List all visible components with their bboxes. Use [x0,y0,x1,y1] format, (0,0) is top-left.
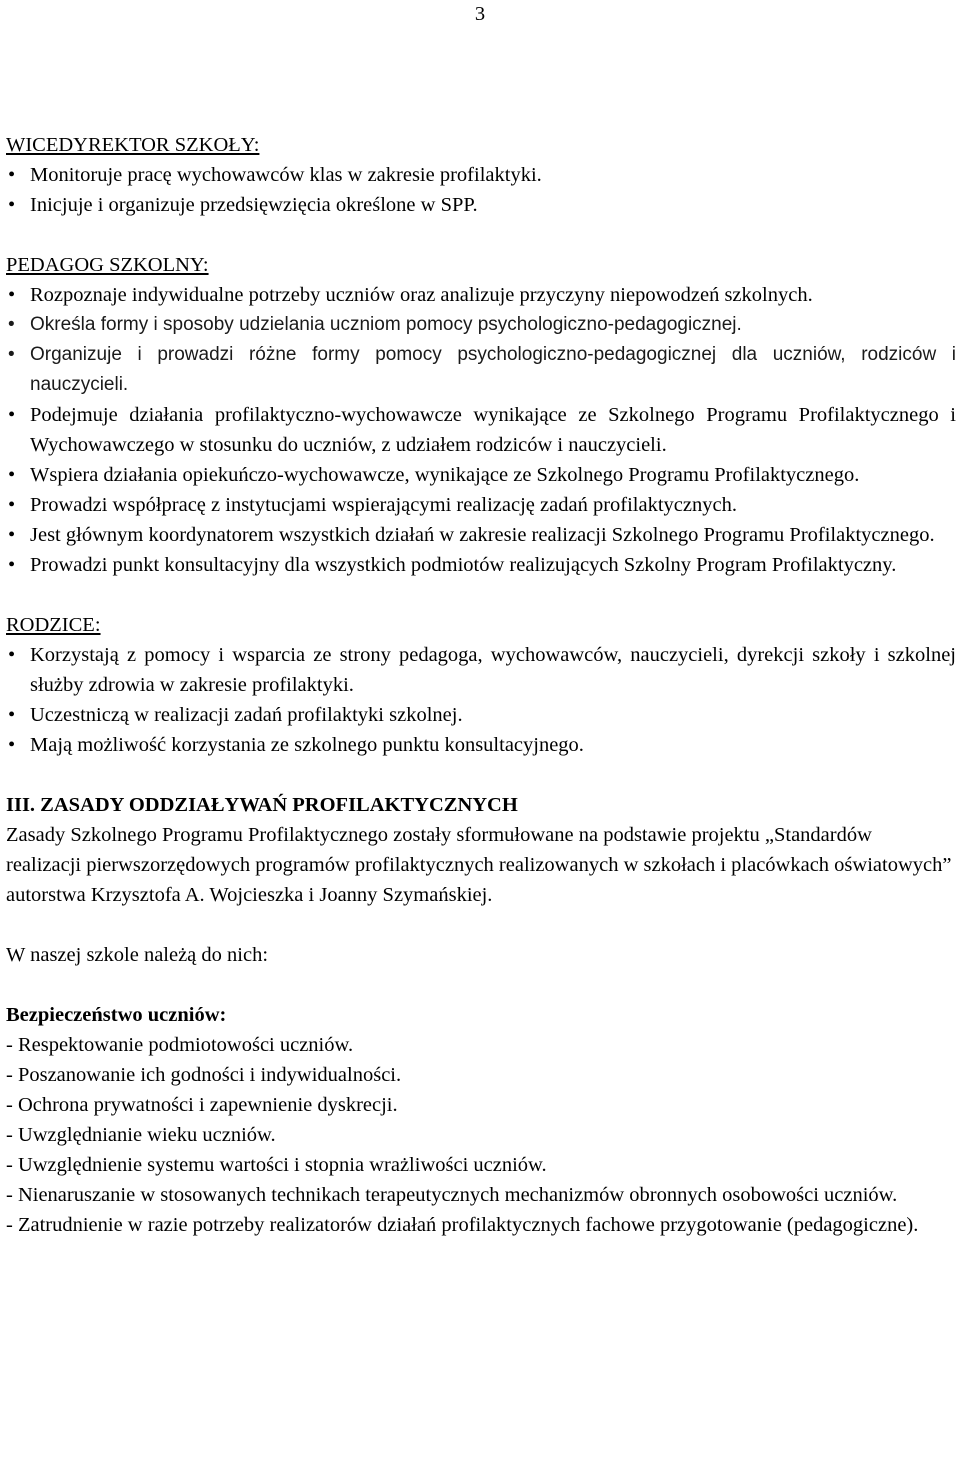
section-title: III. ZASADY ODDZIAŁYWAŃ PROFILAKTYCZNYCH [6,794,518,816]
lead-text: W naszej szkole należą do nich: [6,944,269,966]
bullet-icon: • [8,494,16,516]
pedagog-list-sans [6,310,956,400]
dash-item: - Respektowanie podmiotowości uczniów. [6,1034,354,1056]
bullet-icon: • [8,464,16,486]
rodzice-list [6,640,956,760]
wicedyrektor-list [6,160,956,220]
bullet-icon: • [8,344,15,365]
list-item: • Prowadzi punkt konsultacyjny dla wszystkich podmiotów realizujących Szkolny Program Profilaktyczny. [6,550,956,580]
list-item: • Podejmuje działania profilaktyczno-wychowawcze wynikające ze Szkolnego Programu Profilaktycznego i Wychowawczego w stosunku do uczniów, z udziałem rodziców i nauczycieli. [6,400,956,460]
dash-item: - Zatrudnienie w razie potrzeby realizatorów działań profilaktycznych fachowe przygotowanie (pedagogiczne). [6,1214,919,1236]
bullet-icon: • [8,314,15,335]
section-heading-wicedyrektor: WICEDYREKTOR SZKOŁY: [6,134,260,156]
bullet-icon: • [8,644,16,666]
dash-item: - Uwzględnianie wieku uczniów. [6,1124,276,1146]
list-item: • Uczestniczą w realizacji zadań profilaktyki szkolnej. [6,700,956,730]
section-heading-rodzice: RODZICE: [6,614,101,636]
document-body [6,130,956,1240]
list-item: • Jest głównym koordynatorem wszystkich działań w zakresie realizacji Szkolnego Programu Profilaktycznego. [6,520,956,550]
dash-item: - Nienaruszanie w stosowanych technikach terapeutycznych mechanizmów obronnych osobowości uczniów. [6,1184,898,1206]
bullet-icon: • [8,284,16,306]
list-item: • Określa formy i sposoby udzielania uczniom pomocy psychologiczno-pedagogicznej. [6,310,956,340]
intro-paragraph-line1: Zasady Szkolnego Programu Profilaktycznego zostały sformułowane na podstawie projektu „Standardów [6,824,872,846]
pedagog-list [6,280,956,310]
bullet-icon: • [8,404,16,426]
intro-paragraph-line2: realizacji pierwszorzędowych programów profilaktycznych realizowanych w szkołach i placówkach oświatowych” autorstwa Krzysztofa A. Wojcieszka i Joanny Szymańskiej. [6,854,952,906]
section-heading-pedagog: PEDAGOG SZKOLNY: [6,254,209,276]
dash-item: - Poszanowanie ich godności i indywidualności. [6,1064,402,1086]
bullet-icon: • [8,554,16,576]
list-item: • Inicjuje i organizuje przedsięwzięcia określone w SPP. [6,190,956,220]
list-item: • Monitoruje pracę wychowawców klas w zakresie profilaktyki. [6,160,956,190]
list-item: • Mają możliwość korzystania ze szkolnego punktu konsultacyjnego. [6,730,956,760]
dash-item: - Ochrona prywatności i zapewnienie dyskrecji. [6,1094,398,1116]
bullet-icon: • [8,524,16,546]
dash-item: - Uwzględnienie systemu wartości i stopnia wrażliwości uczniów. [6,1154,547,1176]
bullet-icon: • [8,734,16,756]
list-item: • Prowadzi współpracę z instytucjami wspierającymi realizację zadań profilaktycznych. [6,490,956,520]
list-item: • Organizuje i prowadzi różne formy pomocy psychologiczno-pedagogicznej dla uczniów, rodziców i nauczycieli. [6,340,956,400]
list-item: • Korzystają z pomocy i wsparcia ze strony pedagoga, wychowawców, nauczycieli, dyrekcji szkoły i szkolnej służby zdrowia w zakresie profilaktyki. [6,640,956,700]
list-item: • Rozpoznaje indywidualne potrzeby uczniów oraz analizuje przyczyny niepowodzeń szkolnych. [6,280,956,310]
bullet-icon: • [8,164,16,186]
pedagog-list-continued [6,400,956,580]
subheading: Bezpieczeństwo uczniów: [6,1004,227,1026]
bullet-icon: • [8,194,16,216]
bullet-icon: • [8,704,16,726]
list-item: • Wspiera działania opiekuńczo-wychowawcze, wynikające ze Szkolnego Programu Profilaktycznego. [6,460,956,490]
page-number: 3 [474,3,486,25]
